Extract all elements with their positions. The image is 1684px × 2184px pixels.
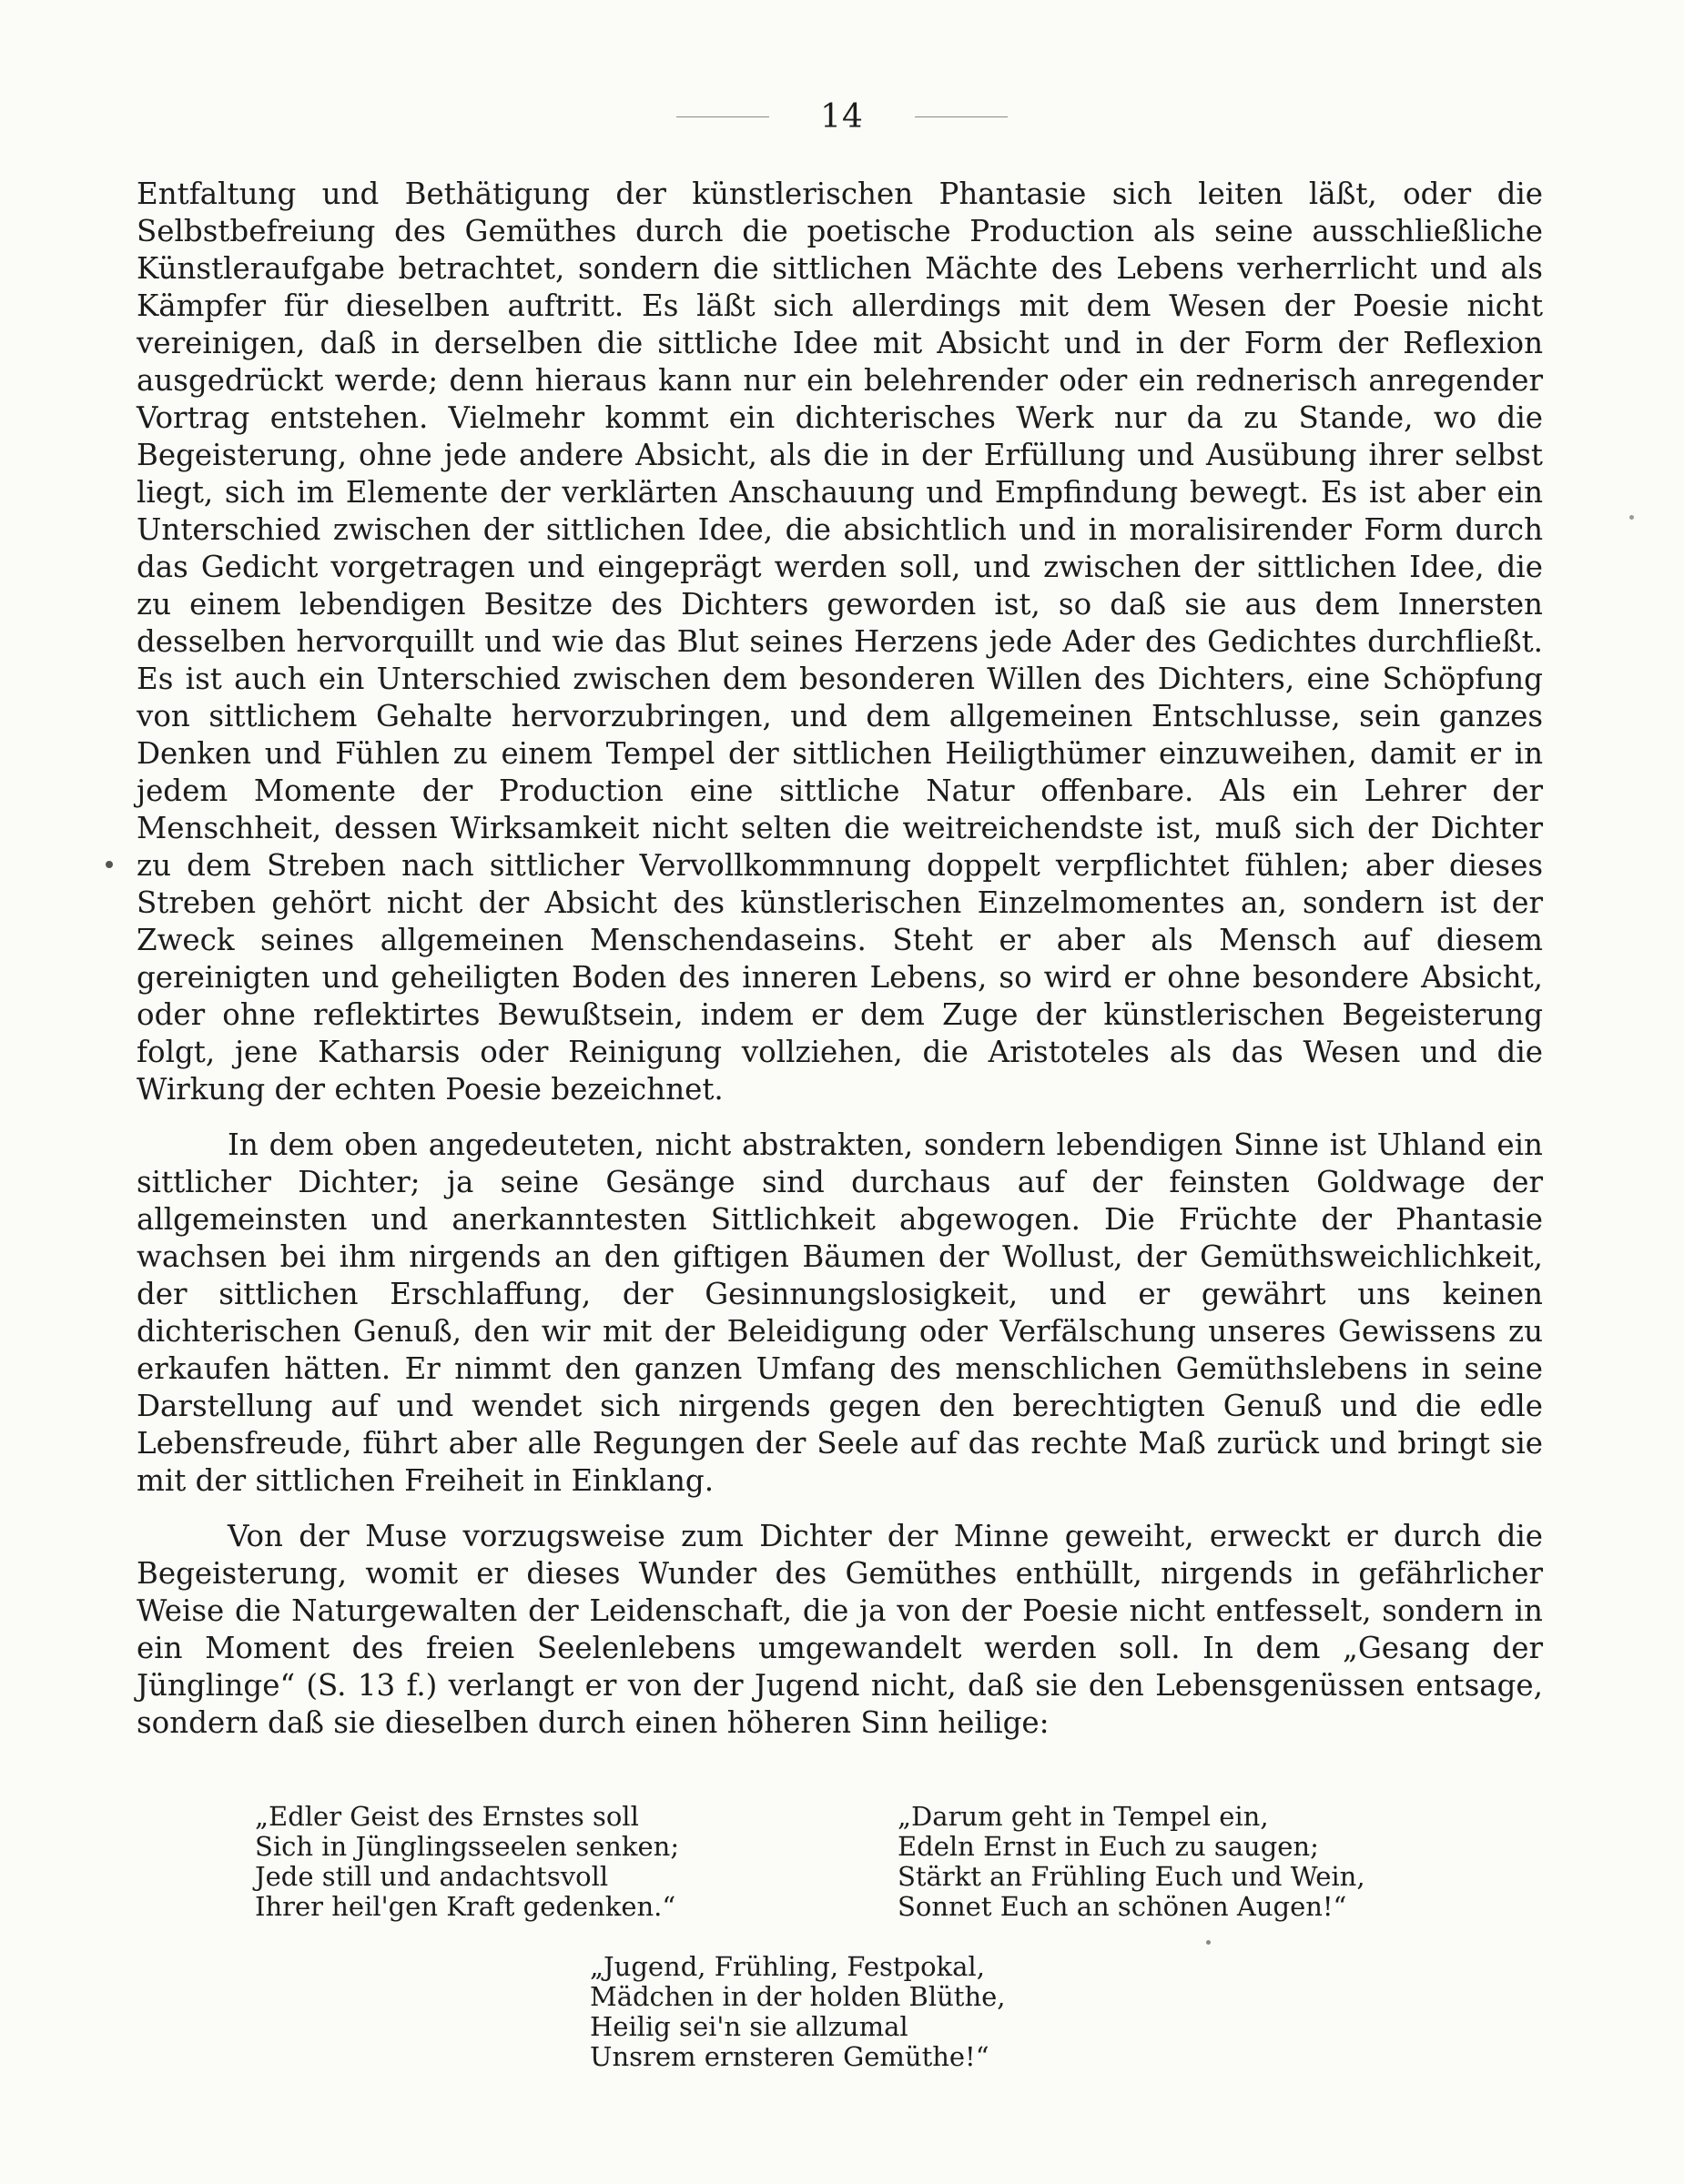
poem-line: Ihrer heil'gen Kraft gedenken.“ — [255, 1891, 676, 1922]
poem-line: Sonnet Euch an schönen Augen!“ — [898, 1891, 1347, 1922]
page-number: 14 — [820, 98, 864, 136]
poem-line: „Darum geht in Tempel ein, — [898, 1801, 1269, 1832]
header-rule-left — [676, 116, 769, 117]
page-header — [0, 98, 1684, 136]
poem-line: „Edler Geist des Ernstes soll — [255, 1801, 639, 1832]
poem-line: Sich in Jünglingsseelen senken; — [255, 1831, 680, 1862]
poem-line: Mädchen in der holden Blüthe, — [590, 1981, 1006, 2012]
poem-line: Jede still und andachtsvoll — [255, 1861, 609, 1892]
poem-line: Edeln Ernst in Euch zu saugen; — [898, 1831, 1319, 1862]
poem-line: Unsrem ernsteren Gemüthe!“ — [590, 2041, 989, 2072]
ink-speck — [1206, 1940, 1211, 1945]
poem-stanza-1 — [255, 1802, 679, 1922]
poem-line: „Jugend, Frühling, Festpokal, — [590, 1951, 985, 1982]
paragraph-2: In dem oben angedeuteten, nicht abstrakten, sondern lebendigen Sinne ist Uhland ein sittlicher Dichter; ja seine Gesänge sind durchaus auf der feinsten Goldwage der allgemeinsten und anerkanntesten Sittlichkeit abgewogen. Die Früchte der Phantasie wachsen bei ihm nirgends an den giftigen Bäumen der Wollust, der Gemüthsweichlichkeit, der sittlichen Erschlaffung, der Gesinnungslosigkeit, und er gewährt uns keinen dichterischen Genuß, den wir mit der Beleidigung oder Verfälschung unseres Gewissens zu erkaufen hätten. Er nimmt den ganzen Umfang des menschlichen Gemüthslebens in seine Darstellung auf und wendet sich nirgends gegen den berechtigten Genuß und die edle Lebensfreude, führt aber alle Regungen der Seele auf das rechte Maß zurück und bringt sie mit der sittlichen Freiheit in Einklang. — [137, 1127, 1543, 1498]
header-rule-right — [915, 116, 1008, 117]
poem-stanza-3 — [590, 1952, 1006, 2072]
ink-speck — [106, 861, 113, 868]
body-text — [137, 176, 1543, 1742]
poem-line: Heilig sei'n sie allzumal — [590, 2011, 908, 2042]
poem-stanza-2 — [898, 1802, 1365, 1922]
poem-line: Stärkt an Frühling Euch und Wein, — [898, 1861, 1365, 1892]
paragraph-3: Von der Muse vorzugsweise zum Dichter der Minne geweiht, erweckt er durch die Begeisterung, womit er dieses Wunder des Gemüthes enthüllt, nirgends in gefährlicher Weise die Naturgewalten der Leidenschaft, die ja von der Poesie nicht entfesselt, sondern in ein Moment des freien Seelenlebens umgewandelt werden soll. In dem „Gesang der Jünglinge“ (S. 13 f.) verlangt er von der Jugend nicht, daß sie den Lebensgenüssen entsage, sondern daß sie dieselben durch einen höheren Sinn heilige: — [137, 1519, 1543, 1740]
paragraph-1: Entfaltung und Bethätigung der künstlerischen Phantasie sich leiten läßt, oder die Selbstbefreiung des Gemüthes durch die poetische Production als seine ausschließliche Künstleraufgabe betrachtet, sondern die sittlichen Mächte des Lebens verherrlicht und als Kämpfer für dieselben auftritt. Es läßt sich allerdings mit dem Wesen der Poesie nicht vereinigen, daß in derselben die sittliche Idee mit Absicht und in der Form der Reflexion ausgedrückt werde; denn hieraus kann nur ein belehrender oder ein rednerisch anregender Vortrag entstehen. Vielmehr kommt ein dichterisches Werk nur da zu Stande, wo die Begeisterung, ohne jede andere Absicht, als die in der Erfüllung und Ausübung ihrer selbst liegt, sich im Elemente der verklärten Anschauung und Empfindung bewegt. Es ist aber ein Unterschied zwischen der sittlichen Idee, die absichtlich und in moralisirender Form durch das Gedicht vorgetragen und eingeprägt werden soll, und zwischen der sittlichen Idee, die zu einem lebendigen Besitze des Dichters geworden ist, so daß sie aus dem Innersten desselben hervorquillt und wie das Blut seines Herzens jede Ader des Gedichtes durchfließt. Es ist auch ein Unterschied zwischen dem besonderen Willen des Dichters, eine Schöpfung von sittlichem Gehalte hervorzubringen, und dem allgemeinen Entschlusse, sein ganzes Denken und Fühlen zu einem Tempel der sittlichen Heiligthümer einzuweihen, damit er in jedem Momente der Production eine sittliche Natur offenbare. Als ein Lehrer der Menschheit, dessen Wirksamkeit nicht selten die weitreichendste ist, muß sich der Dichter zu dem Streben nach sittlicher Vervollkommnung doppelt verpflichtet fühlen; aber dieses Streben gehört nicht der Absicht des künstlerischen Einzelmomentes an, sondern ist der Zweck seines allgemeinen Menschendaseins. Steht er aber als Mensch auf diesem gereinigten und geheiligten Boden des inneren Lebens, so wird er ohne besondere Absicht, oder ohne reflektirtes Bewußtsein, indem er dem Zuge der künstlerischen Begeisterung folgt, jene Katharsis oder Reinigung vollziehen, die Aristoteles als das Wesen und die Wirkung der echten Poesie bezeichnet. — [137, 177, 1543, 1107]
ink-speck — [1629, 515, 1634, 520]
